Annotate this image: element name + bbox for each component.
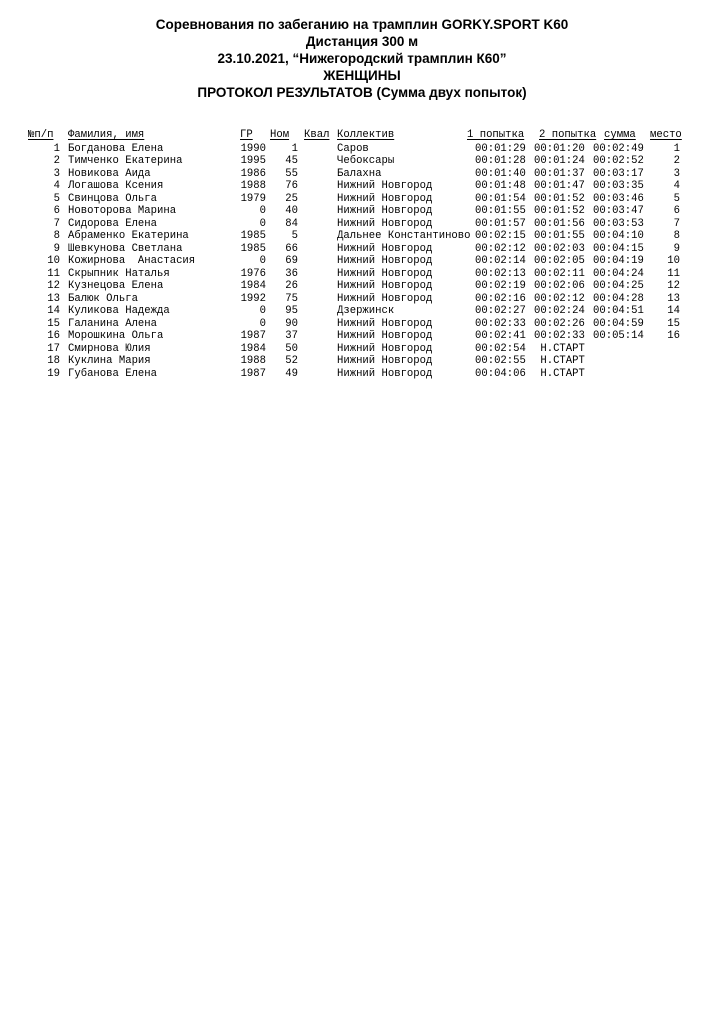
results-table — [28, 129, 698, 380]
col-header-bib: Ном — [270, 129, 290, 141]
athlete-name: Абраменко Екатерина — [68, 230, 189, 242]
bib-number: 90 — [285, 317, 298, 330]
row-number: 3 — [53, 167, 60, 180]
birth-year: 1985 — [240, 230, 266, 242]
bib-number: 95 — [285, 305, 298, 317]
distance-line: Дистанция 300 м — [305, 34, 419, 49]
col-header-attempt2: 2 попытка — [539, 129, 597, 141]
birth-year: 1979 — [240, 192, 266, 205]
row-number: 19 — [47, 367, 60, 380]
table-row — [28, 318, 698, 331]
total-time: 00:04:10 — [593, 230, 644, 242]
row-number: 13 — [47, 292, 60, 305]
row-number: 11 — [47, 267, 60, 280]
place: 7 — [673, 217, 680, 230]
attempt-1-time: 00:02:55 — [475, 355, 526, 367]
bib-number: 36 — [285, 267, 298, 280]
table-row — [28, 143, 698, 156]
team-name: Саров — [337, 142, 369, 155]
bib-number: 40 — [285, 205, 298, 217]
bib-number: 45 — [285, 155, 298, 167]
place: 3 — [673, 167, 680, 180]
col-header-name: Фамилия, имя — [68, 129, 145, 141]
attempt-2-time: 00:01:47 — [534, 180, 585, 192]
attempt-2-time: 00:01:37 — [534, 167, 585, 180]
athlete-name: Смирнова Юлия — [68, 342, 151, 355]
athlete-name: Кузнецова Елена — [68, 280, 164, 292]
total-time: 00:05:14 — [593, 330, 644, 342]
team-name: Нижний Новгород — [337, 280, 433, 292]
athlete-name: Новоторова Марина — [68, 205, 177, 217]
attempt-1-time: 00:01:40 — [475, 167, 526, 180]
team-name: Нижний Новгород — [337, 267, 433, 280]
team-name: Балахна — [337, 167, 382, 180]
bib-number: 5 — [291, 230, 298, 242]
athlete-name: Новикова Аида — [68, 167, 151, 180]
attempt-1-time: 00:02:33 — [475, 317, 526, 330]
table-row — [28, 293, 698, 306]
bib-number: 69 — [285, 255, 298, 267]
bib-number: 52 — [285, 355, 298, 367]
attempt-2-time: 00:01:52 — [534, 192, 585, 205]
place: 16 — [667, 330, 680, 342]
birth-year: 1986 — [240, 167, 266, 180]
attempt-1-time: 00:02:16 — [475, 292, 526, 305]
total-time: 00:03:47 — [593, 205, 644, 217]
category-line: ЖЕНЩИНЫ — [323, 68, 401, 83]
bib-number: 37 — [285, 330, 298, 342]
athlete-name: Морошкина Ольга — [68, 330, 164, 342]
birth-year: 1995 — [240, 155, 266, 167]
total-time: 00:02:49 — [593, 142, 644, 155]
bib-number: 49 — [285, 367, 298, 380]
table-row — [28, 155, 698, 168]
table-row — [28, 343, 698, 356]
table-row — [28, 193, 698, 206]
row-number: 4 — [53, 180, 60, 192]
col-header-sum: сумма — [604, 129, 636, 141]
team-name: Нижний Новгород — [337, 255, 433, 267]
attempt-2-time: 00:02:33 — [534, 330, 585, 342]
birth-year: 1985 — [240, 242, 266, 255]
birth-year: 0 — [259, 217, 266, 230]
team-name: Нижний Новгород — [337, 180, 433, 192]
attempt-1-time: 00:01:57 — [475, 217, 526, 230]
birth-year: 1984 — [240, 280, 266, 292]
attempt-2-time: 00:01:24 — [534, 155, 585, 167]
birth-year: 0 — [259, 317, 266, 330]
attempt-2-time: Н.СТАРТ — [534, 355, 585, 367]
attempt-1-time: 00:02:13 — [475, 267, 526, 280]
total-time: 00:04:15 — [593, 242, 644, 255]
birth-year: 1987 — [240, 330, 266, 342]
row-number: 8 — [53, 230, 60, 242]
bib-number: 1 — [291, 142, 298, 155]
attempt-1-time: 00:01:29 — [475, 142, 526, 155]
athlete-name: Логашова Ксения — [68, 180, 164, 192]
attempt-2-time: 00:01:52 — [534, 205, 585, 217]
athlete-name: Богданова Елена — [68, 142, 164, 155]
attempt-1-time: 00:02:41 — [475, 330, 526, 342]
row-number: 15 — [47, 317, 60, 330]
place: 12 — [667, 280, 680, 292]
table-header-row — [28, 129, 698, 142]
col-header-year: ГР — [240, 129, 253, 141]
athlete-name: Куликова Надежда — [68, 305, 170, 317]
team-name: Нижний Новгород — [337, 317, 433, 330]
place: 15 — [667, 317, 680, 330]
row-number: 2 — [53, 155, 60, 167]
attempt-2-time: 00:02:06 — [534, 280, 585, 292]
row-number: 12 — [47, 280, 60, 292]
attempt-1-time: 00:02:12 — [475, 242, 526, 255]
bib-number: 25 — [285, 192, 298, 205]
col-header-qual: Квал — [304, 129, 330, 141]
place: 13 — [667, 292, 680, 305]
total-time: 00:03:35 — [593, 180, 644, 192]
athlete-name: Кожирнова Анастасия — [68, 255, 196, 267]
total-time: 00:03:46 — [593, 192, 644, 205]
place: 11 — [667, 267, 680, 280]
attempt-2-time: Н.СТАРТ — [534, 342, 585, 355]
table-body — [28, 143, 698, 381]
team-name: Нижний Новгород — [337, 330, 433, 342]
place: 5 — [673, 192, 680, 205]
bib-number: 26 — [285, 280, 298, 292]
team-name: Нижний Новгород — [337, 292, 433, 305]
attempt-2-time: 00:01:56 — [534, 217, 585, 230]
attempt-2-time: 00:02:26 — [534, 317, 585, 330]
attempt-1-time: 00:02:15 — [475, 230, 526, 242]
place: 4 — [673, 180, 680, 192]
place: 8 — [673, 230, 680, 242]
team-name: Дзержинск — [337, 305, 395, 317]
team-name: Нижний Новгород — [337, 355, 433, 367]
table-row — [28, 230, 698, 243]
table-row — [28, 255, 698, 268]
bib-number: 55 — [285, 167, 298, 180]
document-header — [0, 16, 724, 101]
team-name: Нижний Новгород — [337, 205, 433, 217]
team-name: Нижний Новгород — [337, 192, 433, 205]
team-name: Нижний Новгород — [337, 367, 433, 380]
athlete-name: Куклина Мария — [68, 355, 151, 367]
table-row — [28, 305, 698, 318]
row-number: 14 — [47, 305, 60, 317]
total-time: 00:04:24 — [593, 267, 644, 280]
date-venue-line: 23.10.2021, “Нижегородский трамплин К60” — [217, 51, 507, 66]
team-name: Нижний Новгород — [337, 242, 433, 255]
table-row — [28, 330, 698, 343]
team-name: Нижний Новгород — [337, 217, 433, 230]
total-time: 00:04:28 — [593, 292, 644, 305]
attempt-2-time: Н.СТАРТ — [534, 367, 585, 380]
attempt-2-time: 00:02:12 — [534, 292, 585, 305]
athlete-name: Свинцова Ольга — [68, 192, 158, 205]
athlete-name: Шевкунова Светлана — [68, 242, 183, 255]
attempt-1-time: 00:04:06 — [475, 367, 526, 380]
attempt-2-time: 00:01:20 — [534, 142, 585, 155]
attempt-1-time: 00:01:55 — [475, 205, 526, 217]
protocol-title: ПРОТОКОЛ РЕЗУЛЬТАТОВ (Сумма двух попыток) — [197, 85, 527, 100]
col-header-attempt1: 1 попытка — [467, 129, 525, 141]
attempt-2-time: 00:02:24 — [534, 305, 585, 317]
place: 2 — [673, 155, 680, 167]
athlete-name: Галанина Алена — [68, 317, 158, 330]
row-number: 10 — [47, 255, 60, 267]
col-header-team: Коллектив — [337, 129, 395, 141]
place: 14 — [667, 305, 680, 317]
athlete-name: Губанова Елена — [68, 367, 158, 380]
attempt-2-time: 00:02:03 — [534, 242, 585, 255]
row-number: 7 — [53, 217, 60, 230]
place: 9 — [673, 242, 680, 255]
bib-number: 76 — [285, 180, 298, 192]
birth-year: 1988 — [240, 355, 266, 367]
place: 6 — [673, 205, 680, 217]
birth-year: 1987 — [240, 367, 266, 380]
birth-year: 0 — [259, 205, 266, 217]
total-time: 00:04:19 — [593, 255, 644, 267]
attempt-1-time: 00:01:28 — [475, 155, 526, 167]
row-number: 5 — [53, 192, 60, 205]
bib-number: 84 — [285, 217, 298, 230]
row-number: 9 — [53, 242, 60, 255]
total-time: 00:03:17 — [593, 167, 644, 180]
competition-title: Соревнования по забеганию на трамплин GORKY.SPORT K60 — [155, 17, 569, 32]
birth-year: 1988 — [240, 180, 266, 192]
birth-year: 1992 — [240, 292, 266, 305]
total-time: 00:04:51 — [593, 305, 644, 317]
table-row — [28, 280, 698, 293]
attempt-1-time: 00:01:48 — [475, 180, 526, 192]
team-name: Чебоксары — [337, 155, 395, 167]
athlete-name: Сидорова Елена — [68, 217, 158, 230]
table-row — [28, 355, 698, 368]
athlete-name: Тимченко Екатерина — [68, 155, 183, 167]
athlete-name: Скрыпник Наталья — [68, 267, 170, 280]
row-number: 1 — [53, 142, 60, 155]
attempt-1-time: 00:02:54 — [475, 342, 526, 355]
total-time: 00:04:59 — [593, 317, 644, 330]
team-name: Дальнее Константиново — [337, 230, 471, 242]
birth-year: 0 — [259, 255, 266, 267]
birth-year: 1976 — [240, 267, 266, 280]
attempt-2-time: 00:02:05 — [534, 255, 585, 267]
table-row — [28, 205, 698, 218]
birth-year: 1984 — [240, 342, 266, 355]
place: 10 — [667, 255, 680, 267]
attempt-2-time: 00:02:11 — [534, 267, 585, 280]
row-number: 16 — [47, 330, 60, 342]
total-time: 00:02:52 — [593, 155, 644, 167]
row-number: 17 — [47, 342, 60, 355]
row-number: 18 — [47, 355, 60, 367]
birth-year: 0 — [259, 305, 266, 317]
table-row — [28, 218, 698, 231]
bib-number: 75 — [285, 292, 298, 305]
col-header-place: место — [650, 129, 682, 141]
attempt-2-time: 00:01:55 — [534, 230, 585, 242]
birth-year: 1990 — [240, 142, 266, 155]
attempt-1-time: 00:02:14 — [475, 255, 526, 267]
total-time: 00:04:25 — [593, 280, 644, 292]
table-row — [28, 243, 698, 256]
team-name: Нижний Новгород — [337, 342, 433, 355]
attempt-1-time: 00:02:27 — [475, 305, 526, 317]
bib-number: 66 — [285, 242, 298, 255]
row-number: 6 — [53, 205, 60, 217]
col-header-num: №п/п — [28, 129, 54, 141]
bib-number: 50 — [285, 342, 298, 355]
table-row — [28, 168, 698, 181]
table-row — [28, 368, 698, 381]
place: 1 — [673, 142, 680, 155]
table-row — [28, 180, 698, 193]
total-time: 00:03:53 — [593, 217, 644, 230]
attempt-1-time: 00:01:54 — [475, 192, 526, 205]
attempt-1-time: 00:02:19 — [475, 280, 526, 292]
athlete-name: Балюк Ольга — [68, 292, 138, 305]
table-row — [28, 268, 698, 281]
